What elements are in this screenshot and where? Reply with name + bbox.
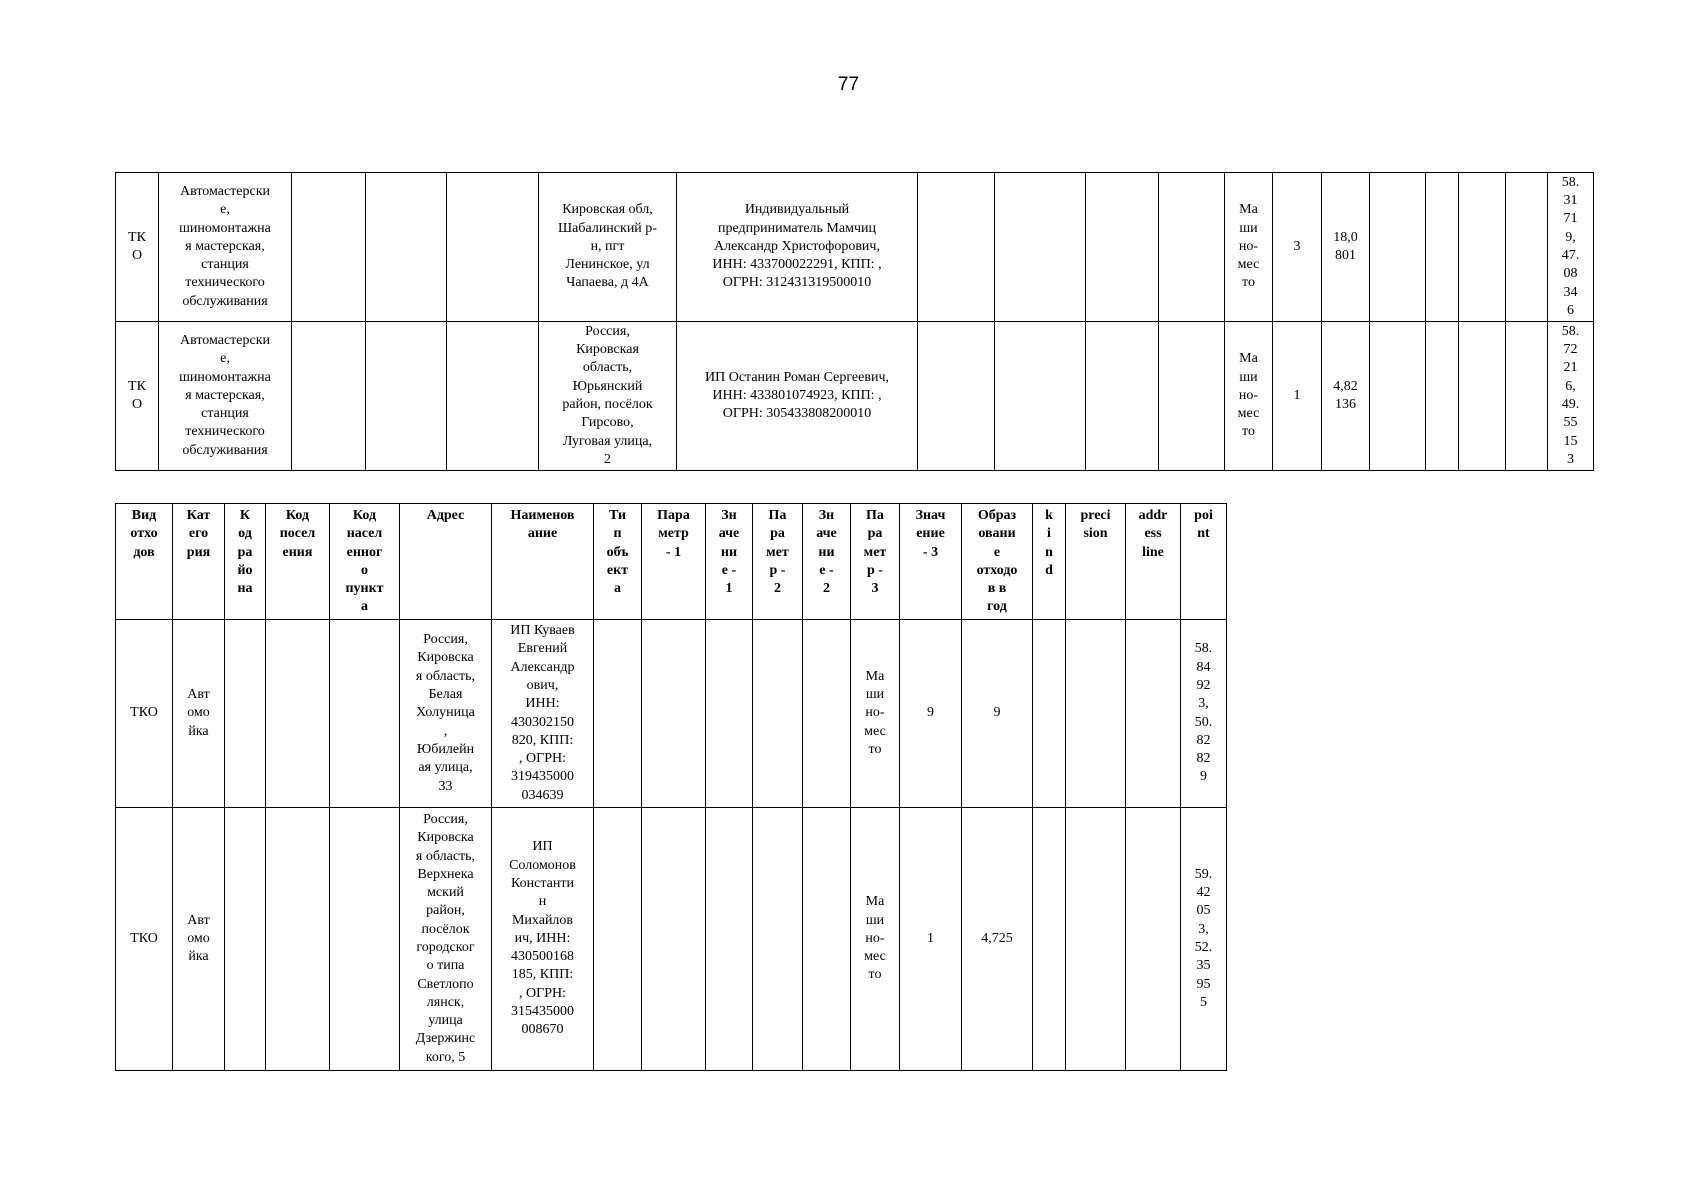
empty-cell xyxy=(292,173,366,322)
empty-cell xyxy=(594,620,642,808)
category-cell: Автомастерски е, шиномонтажна я мастерская, станция технического обслуживания xyxy=(159,322,292,471)
header-param3: Па ра мет р - 3 xyxy=(851,504,900,620)
address-cell: Россия, Кировская область, Юрьянский район, посёлок Гирсово, Луговая улица, 2 xyxy=(539,322,677,471)
page-number: 77 xyxy=(837,74,860,95)
empty-cell xyxy=(366,322,447,471)
value3-cell: 3 xyxy=(1273,173,1322,322)
empty-cell xyxy=(642,620,706,808)
empty-cell xyxy=(706,808,753,1071)
category-cell: Автомастерски е, шиномонтажна я мастерская, станция технического обслуживания xyxy=(159,173,292,322)
name-cell: ИП Куваев Евгений Александр ович, ИНН: 430302150 820, КПП: , ОГРН: 319435000 034639 xyxy=(492,620,594,808)
param3-cell: Ма ши но- мес то xyxy=(1225,173,1273,322)
empty-cell xyxy=(1426,173,1459,322)
header-kind: k i n d xyxy=(1033,504,1066,620)
header-locality-code: Код насел енног о пункт а xyxy=(330,504,400,620)
empty-cell xyxy=(642,808,706,1071)
empty-cell xyxy=(803,620,851,808)
header-name: Наименов ание xyxy=(492,504,594,620)
waste-type-cell: ТК О xyxy=(116,322,159,471)
empty-cell xyxy=(1459,322,1506,471)
empty-cell xyxy=(447,173,539,322)
name-cell: ИП Соломонов Константи н Михайлов ич, ИНН: 430500168 185, КПП: , ОГРН: 315435000 008670 xyxy=(492,808,594,1071)
empty-cell xyxy=(995,322,1086,471)
waste-type-cell: ТКО xyxy=(116,808,173,1071)
header-address: Адрес xyxy=(400,504,492,620)
empty-cell xyxy=(706,620,753,808)
empty-cell xyxy=(995,173,1086,322)
empty-cell xyxy=(266,808,330,1071)
empty-cell xyxy=(1126,808,1181,1071)
param3-cell: Ма ши но- мес то xyxy=(1225,322,1273,471)
value3-cell: 1 xyxy=(900,808,962,1071)
empty-cell xyxy=(1126,620,1181,808)
empty-cell xyxy=(594,808,642,1071)
name-cell: Индивидуальный предприниматель Мамчиц Александр Христофорович, ИНН: 433700022291, КПП: , ОГРН: 312431319500010 xyxy=(677,173,918,322)
header-point: poi nt xyxy=(1181,504,1227,620)
header-waste-volume: Образ овани е отходо в в год xyxy=(962,504,1033,620)
table-row xyxy=(116,808,1227,1071)
address-cell: Россия, Кировска я область, Белая Холуница , Юбилейн ая улица, 33 xyxy=(400,620,492,808)
header-category: Кат его рия xyxy=(173,504,225,620)
waste-sources-table xyxy=(115,503,1227,1071)
header-value2: Зн аче ни е - 2 xyxy=(803,504,851,620)
empty-cell xyxy=(1066,808,1126,1071)
empty-cell xyxy=(1506,322,1548,471)
address-cell: Россия, Кировска я область, Верхнека мский район, посёлок городског о типа Светлопо лянск, улица Дзержинс кого, 5 xyxy=(400,808,492,1071)
empty-cell xyxy=(330,620,400,808)
empty-cell xyxy=(1370,173,1426,322)
name-cell: ИП Останин Роман Сергеевич, ИНН: 433801074923, КПП: , ОГРН: 305433808200010 xyxy=(677,322,918,471)
header-waste-type: Вид отхо дов xyxy=(116,504,173,620)
empty-cell xyxy=(753,620,803,808)
empty-cell xyxy=(803,808,851,1071)
point-cell: 59. 42 05 3, 52. 35 95 5 xyxy=(1181,808,1227,1071)
header-param2: Па ра мет р - 2 xyxy=(753,504,803,620)
empty-cell xyxy=(1506,173,1548,322)
empty-cell xyxy=(918,322,995,471)
waste-volume-cell: 4,82 136 xyxy=(1322,322,1370,471)
empty-cell xyxy=(225,808,266,1071)
empty-cell xyxy=(266,620,330,808)
header-value3: Знач ение - 3 xyxy=(900,504,962,620)
waste-volume-cell: 9 xyxy=(962,620,1033,808)
value3-cell: 1 xyxy=(1273,322,1322,471)
empty-cell xyxy=(1159,173,1225,322)
table-row xyxy=(116,620,1227,808)
header-address-line: addr ess line xyxy=(1126,504,1181,620)
waste-volume-cell: 18,0 801 xyxy=(1322,173,1370,322)
waste-type-cell: ТКО xyxy=(116,620,173,808)
empty-cell xyxy=(447,322,539,471)
empty-cell xyxy=(292,322,366,471)
address-cell: Кировская обл, Шабалинский р- н, пгт Ленинское, ул Чапаева, д 4А xyxy=(539,173,677,322)
empty-cell xyxy=(1370,322,1426,471)
empty-cell xyxy=(1426,322,1459,471)
value3-cell: 9 xyxy=(900,620,962,808)
table-row xyxy=(116,173,1594,322)
point-cell: 58. 72 21 6, 49. 55 15 3 xyxy=(1548,322,1594,471)
header-value1: Зн аче ни е - 1 xyxy=(706,504,753,620)
empty-cell xyxy=(1033,808,1066,1071)
header-settlement-code: Код посел ения xyxy=(266,504,330,620)
empty-cell xyxy=(1086,322,1159,471)
empty-cell xyxy=(753,808,803,1071)
waste-type-cell: ТК О xyxy=(116,173,159,322)
category-cell: Авт омо йка xyxy=(173,620,225,808)
table-header-row xyxy=(116,504,1227,620)
header-precision: preci sion xyxy=(1066,504,1126,620)
waste-volume-cell: 4,725 xyxy=(962,808,1033,1071)
header-object-type: Ти п объ ект а xyxy=(594,504,642,620)
header-param1: Пара метр - 1 xyxy=(642,504,706,620)
point-cell: 58. 84 92 3, 50. 82 82 9 xyxy=(1181,620,1227,808)
empty-cell xyxy=(330,808,400,1071)
waste-sources-table-continued xyxy=(115,172,1594,471)
empty-cell xyxy=(1159,322,1225,471)
empty-cell xyxy=(1086,173,1159,322)
table-row xyxy=(116,322,1594,471)
header-district-code: К од ра йо на xyxy=(225,504,266,620)
empty-cell xyxy=(1066,620,1126,808)
empty-cell xyxy=(225,620,266,808)
empty-cell xyxy=(918,173,995,322)
empty-cell xyxy=(1459,173,1506,322)
param3-cell: Ма ши но- мес то xyxy=(851,808,900,1071)
empty-cell xyxy=(366,173,447,322)
param3-cell: Ма ши но- мес то xyxy=(851,620,900,808)
empty-cell xyxy=(1033,620,1066,808)
point-cell: 58. 31 71 9, 47. 08 34 6 xyxy=(1548,173,1594,322)
category-cell: Авт омо йка xyxy=(173,808,225,1071)
